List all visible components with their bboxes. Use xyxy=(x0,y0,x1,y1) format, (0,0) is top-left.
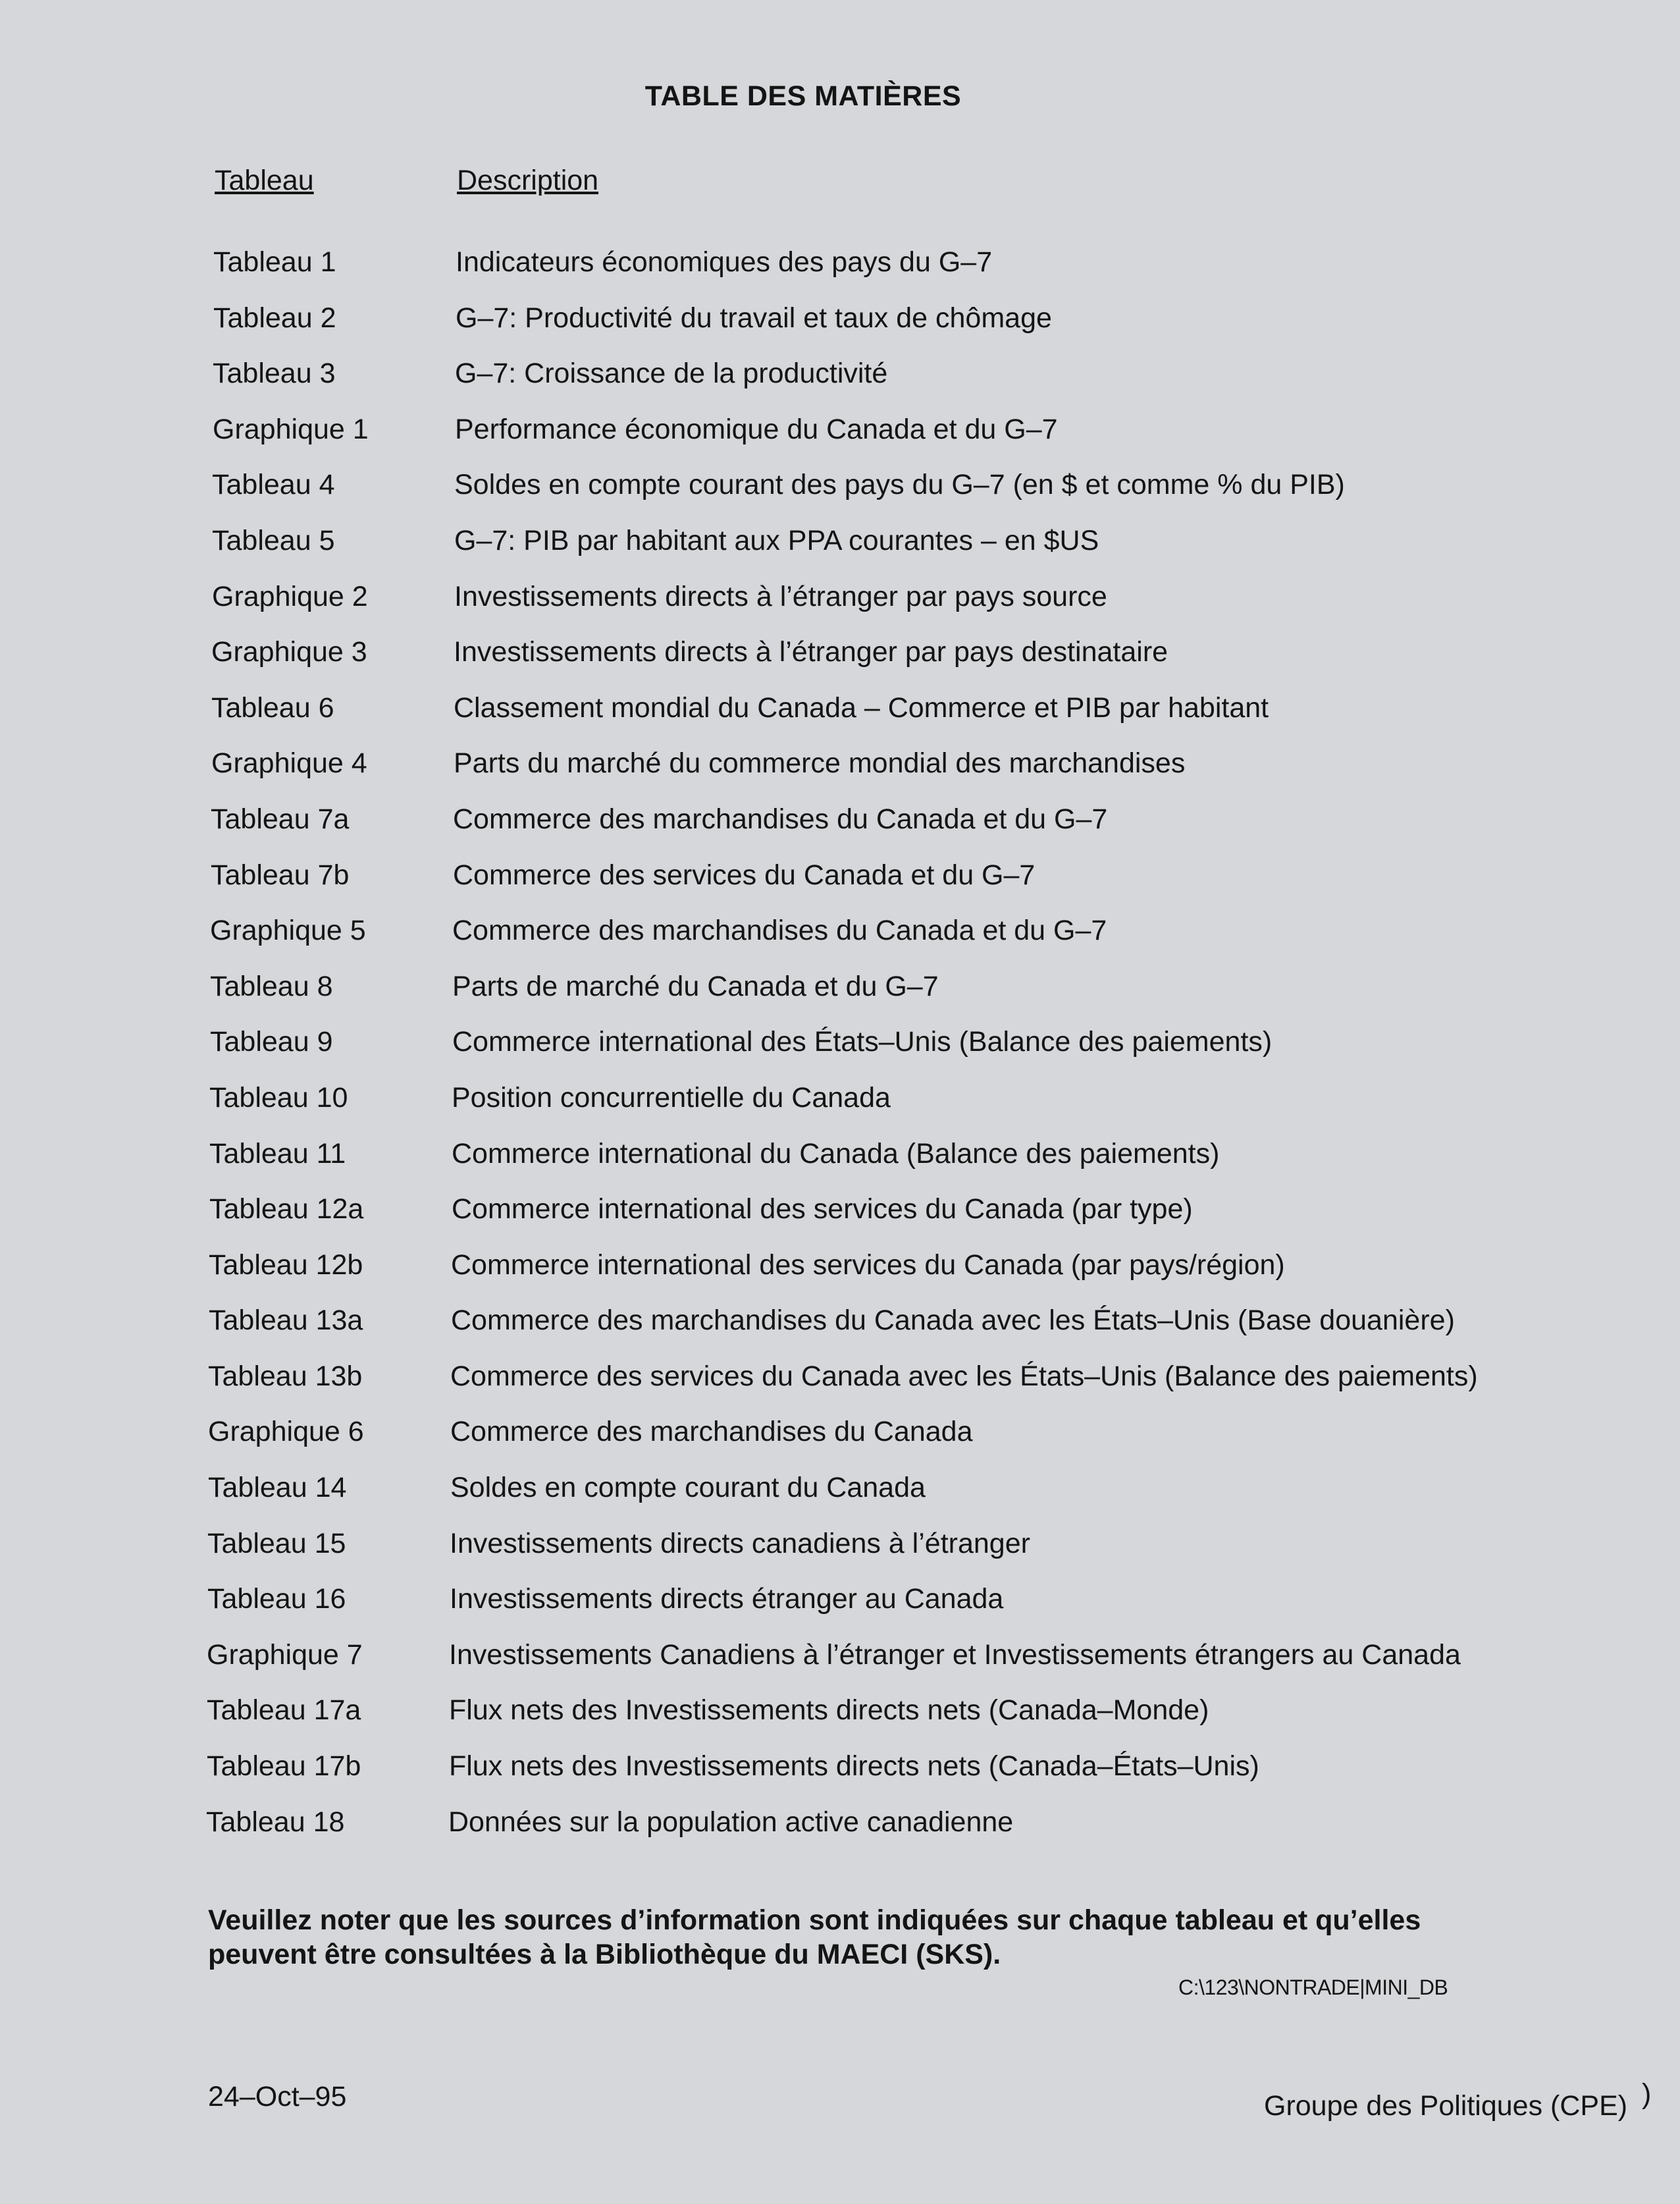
toc-label: Tableau 9 xyxy=(210,1026,333,1058)
toc-description: Flux nets des Investissements directs nets (Canada–États–Unis) xyxy=(449,1750,1259,1783)
toc-label: Tableau 13a xyxy=(209,1304,363,1337)
toc-label: Graphique 6 xyxy=(208,1416,364,1448)
toc-row xyxy=(0,1299,1680,1355)
toc-description: Position concurrentielle du Canada xyxy=(452,1081,891,1114)
toc-label: Tableau 2 xyxy=(213,302,336,334)
toc-row xyxy=(0,631,1680,687)
toc-row xyxy=(0,1244,1680,1300)
toc-description: Commerce des services du Canada avec les États–Unis (Balance des paiements) xyxy=(450,1360,1478,1392)
toc-row xyxy=(0,1077,1680,1133)
toc-row xyxy=(0,408,1680,464)
toc-row xyxy=(0,742,1680,798)
toc-label: Tableau 17a xyxy=(207,1694,361,1727)
toc-row xyxy=(0,909,1680,965)
margin-mark: ) xyxy=(1642,2078,1652,2110)
toc-description: Investissements directs à l’étranger par pays destinataire xyxy=(454,636,1168,668)
toc-label: Tableau 8 xyxy=(210,970,333,1002)
toc-label: Tableau 4 xyxy=(212,469,335,501)
toc-label: Graphique 4 xyxy=(211,747,367,780)
toc-label: Tableau 10 xyxy=(209,1081,348,1114)
toc-row xyxy=(0,1355,1680,1411)
toc-description: Commerce des marchandises du Canada xyxy=(450,1416,973,1448)
toc-label: Tableau 3 xyxy=(213,358,336,390)
toc-description: Soldes en compte courant des pays du G–7 (en $ et comme % du PIB) xyxy=(454,469,1345,501)
toc-label: Tableau 7b xyxy=(211,859,350,891)
page-title: TABLE DES MATIÈRES xyxy=(644,80,962,112)
toc-description: Indicateurs économiques des pays du G–7 xyxy=(456,246,993,278)
toc-row xyxy=(0,1689,1680,1745)
toc-description: Commerce des marchandises du Canada et du G–7 xyxy=(452,915,1107,947)
toc-row xyxy=(0,1021,1680,1077)
toc-label: Tableau 12a xyxy=(209,1193,364,1225)
toc-description: G–7: Croissance de la productivité xyxy=(455,358,888,390)
toc-row xyxy=(0,297,1680,353)
toc-description: G–7: PIB par habitant aux PPA courantes – en $US xyxy=(454,524,1099,556)
toc-label: Tableau 12b xyxy=(209,1249,363,1281)
toc-row xyxy=(0,1578,1680,1634)
toc-row xyxy=(0,1634,1680,1690)
footer-date: 24–Oct–95 xyxy=(208,2081,347,2112)
toc-description: Commerce international des États–Unis (Balance des paiements) xyxy=(452,1026,1273,1058)
toc-row xyxy=(0,1188,1680,1244)
toc-row xyxy=(0,687,1680,743)
toc-label: Tableau 1 xyxy=(213,246,336,278)
footer-group: Groupe des Politiques (CPE) xyxy=(1264,2090,1628,2122)
toc-label: Graphique 3 xyxy=(211,636,367,668)
toc-row xyxy=(0,1466,1680,1522)
toc-row xyxy=(0,965,1680,1021)
toc-description: Parts de marché du Canada et du G–7 xyxy=(452,970,939,1002)
toc-row xyxy=(0,241,1680,297)
toc-label: Tableau 11 xyxy=(209,1137,346,1169)
toc-label: Tableau 18 xyxy=(206,1806,345,1838)
toc-row xyxy=(0,1745,1680,1801)
toc-description: Investissements directs canadiens à l’étranger xyxy=(450,1527,1030,1559)
toc-label: Tableau 17b xyxy=(207,1750,361,1783)
toc-description: Commerce international des services du Canada (par pays/région) xyxy=(451,1249,1285,1281)
toc-row xyxy=(0,520,1680,576)
toc-label: Graphique 5 xyxy=(210,915,366,947)
toc-description: Commerce international du Canada (Balance des paiements) xyxy=(452,1137,1220,1169)
toc-label: Graphique 1 xyxy=(213,413,369,445)
toc-description: Parts du marché du commerce mondial des marchandises xyxy=(454,747,1186,780)
toc-row xyxy=(0,798,1680,854)
toc-label: Tableau 7a xyxy=(211,803,350,835)
toc-description: Classement mondial du Canada – Commerce et PIB par habitant xyxy=(454,691,1269,724)
toc-label: Tableau 14 xyxy=(208,1472,347,1504)
toc-label: Graphique 7 xyxy=(207,1638,363,1671)
sources-note: Veuillez noter que les sources d’information sont indiquées sur chaque tableau et qu’elles peuvent être consultées à la Bibliothèque du MAECI (SKS). xyxy=(208,1904,1421,1970)
toc-label: Tableau 13b xyxy=(208,1360,363,1392)
toc-description: Soldes en compte courant du Canada xyxy=(450,1472,926,1504)
table-of-contents xyxy=(0,241,1680,1856)
toc-description: Données sur la population active canadienne xyxy=(448,1806,1014,1838)
toc-description: Flux nets des Investissements directs nets (Canada–Monde) xyxy=(449,1694,1209,1727)
toc-label: Tableau 6 xyxy=(211,691,334,724)
toc-row xyxy=(0,576,1680,632)
file-path: C:\123\NONTRADE|MINI_DB xyxy=(1178,1976,1448,1999)
toc-description: Commerce des marchandises du Canada avec les États–Unis (Base douanière) xyxy=(451,1304,1455,1337)
toc-description: Investissements directs à l’étranger par pays source xyxy=(454,580,1107,612)
column-header-description: Description xyxy=(457,165,599,196)
toc-description: Commerce des services du Canada et du G–7 xyxy=(453,859,1036,891)
toc-description: Commerce des marchandises du Canada et du G–7 xyxy=(453,803,1108,835)
toc-description: Performance économique du Canada et du G–7 xyxy=(455,413,1058,445)
toc-label: Tableau 16 xyxy=(207,1583,346,1615)
toc-description: Investissements Canadiens à l’étranger et Investissements étrangers au Canada xyxy=(449,1638,1461,1671)
toc-row xyxy=(0,1133,1680,1189)
toc-row xyxy=(0,1411,1680,1466)
toc-description: Investissements directs étranger au Canada xyxy=(450,1583,1004,1615)
toc-description: Commerce international des services du Canada (par type) xyxy=(452,1193,1193,1225)
column-header-table: Tableau xyxy=(215,165,314,196)
toc-label: Graphique 2 xyxy=(212,580,368,612)
toc-row xyxy=(0,464,1680,520)
toc-description: G–7: Productivité du travail et taux de chômage xyxy=(456,302,1052,334)
toc-row xyxy=(0,1522,1680,1578)
toc-row xyxy=(0,352,1680,408)
toc-label: Tableau 5 xyxy=(212,524,335,556)
toc-label: Tableau 15 xyxy=(207,1527,346,1559)
toc-row xyxy=(0,1801,1680,1857)
toc-row xyxy=(0,854,1680,910)
